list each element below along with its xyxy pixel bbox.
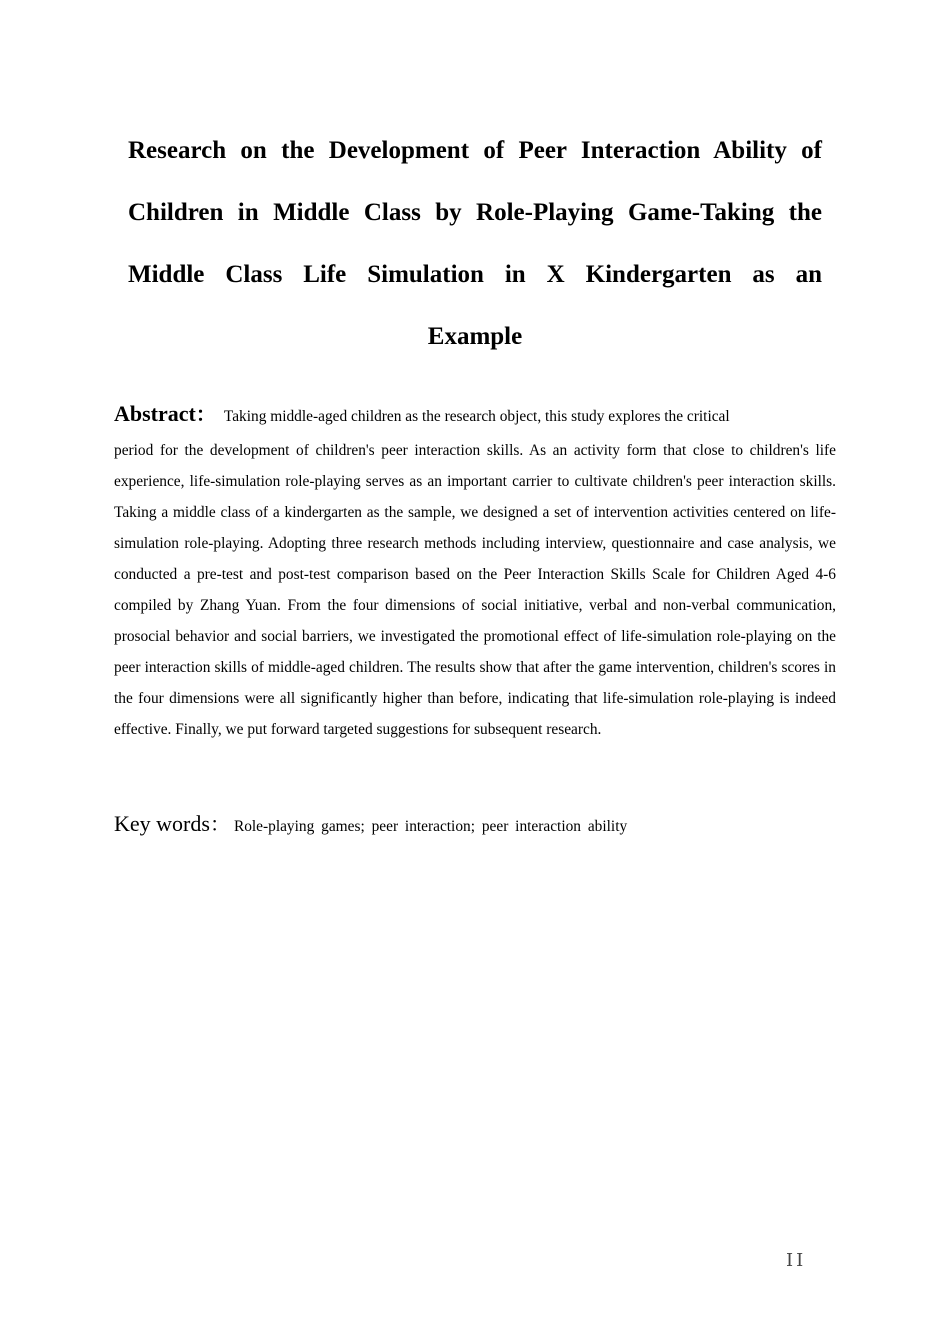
keywords-colon: ：: [209, 814, 230, 836]
abstract-first-line: [114, 396, 836, 435]
page-number: II: [786, 1250, 807, 1271]
keywords-text: Role-playing games; peer interaction; peer interaction ability: [233, 818, 628, 835]
keywords-label: Key words: [114, 811, 210, 836]
abstract-first-line-text: Taking middle-aged children as the research object, this study explores the critical: [223, 408, 730, 425]
paper-title: Research on the Development of Peer Interaction Ability of Children in Middle Class by Role-Playing Game-Taking the Middle Class Life Simulation in X Kindergarten as an Example: [128, 137, 822, 350]
keywords-section: [114, 808, 836, 843]
abstract-section: [114, 396, 836, 745]
abstract-body: period for the development of children's peer interaction skills. As an activity form that close to children's life experience, life-simulation role-playing serves as an important carrier to cultivate children's peer interaction skills. Taking a middle class of a kindergarten as the sample, we designed a set of intervention activities centered on life-simulation role-playing. Adopting three research methods including interview, questionnaire and case analysis, we conducted a pre-test and post-test comparison based on the Peer Interaction Skills Scale for Children Aged 4-6 compiled by Zhang Yuan. From the four dimensions of social initiative, verbal and non-verbal communication, prosocial behavior and social barriers, we investigated the promotional effect of life-simulation role-playing on the peer interaction skills of middle-aged children. The results show that after the game intervention, children's scores in the four dimensions were all significantly higher than before, indicating that life-simulation role-playing is indeed effective. Finally, we put forward targeted suggestions for subsequent research.: [114, 442, 836, 738]
abstract-label: Abstract: [114, 401, 196, 426]
abstract-colon: ：: [195, 404, 216, 426]
